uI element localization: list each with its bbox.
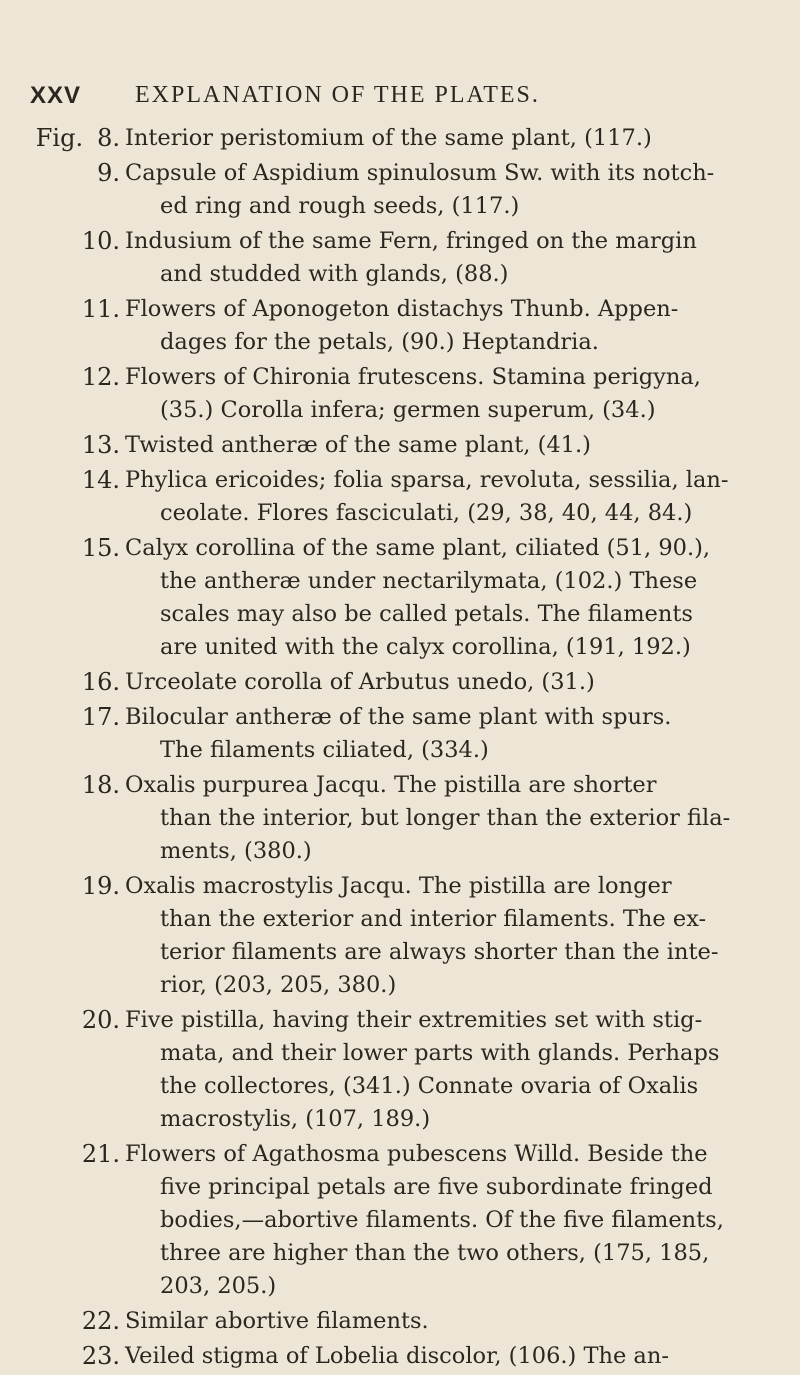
description-line: Capsule of Aspidium spinulosum Sw. with its notch- — [125, 160, 715, 186]
figure-number-value: 23. — [81, 1342, 120, 1370]
figure-description — [125, 666, 783, 699]
figure-number-value: 22. — [81, 1307, 120, 1335]
figure-description — [125, 429, 783, 462]
figure-description — [125, 1305, 783, 1338]
description-line: Bilocular antheræ of the same plant with spurs. — [125, 704, 672, 730]
figure-description — [125, 225, 783, 291]
figure-number-value: 8. — [97, 124, 120, 152]
figure-description — [125, 701, 783, 767]
figure-number — [82, 666, 120, 699]
description-line: Indusium of the same Fern, fringed on the margin — [125, 228, 697, 254]
running-head: EXPLANATION OF THE PLATES. — [135, 82, 540, 108]
figure-entry — [0, 1340, 800, 1373]
description-line: ed ring and rough seeds, (117.) — [160, 193, 520, 219]
figure-entry — [0, 429, 800, 462]
description-line: Oxalis macrostylis Jacqu. The pistilla are longer — [125, 873, 672, 899]
description-line: Phylica ericoides; folia sparsa, revoluta, sessilia, lan- — [125, 467, 729, 493]
figure-number-value: 9. — [97, 159, 120, 187]
figure-number — [82, 464, 120, 497]
figure-entry — [0, 293, 800, 359]
figure-description — [125, 870, 783, 1002]
figure-number — [82, 361, 120, 394]
figure-number — [82, 1305, 120, 1338]
description-line: terior filaments are always shorter than the inte- — [160, 939, 719, 965]
description-line: rior, (203, 205, 380.) — [160, 972, 397, 998]
figure-number — [36, 122, 120, 155]
figure-number — [82, 769, 120, 802]
figure-number-value: 19. — [81, 872, 120, 900]
figure-description — [125, 464, 783, 530]
description-line: mata, and their lower parts with glands. Perhaps — [160, 1040, 720, 1066]
figure-entry — [0, 532, 800, 664]
page-header — [0, 82, 800, 112]
figure-entry — [0, 1138, 800, 1303]
description-line: bodies,—abortive filaments. Of the five filaments, — [160, 1207, 724, 1233]
figure-number-value: 18. — [81, 771, 120, 799]
description-line: Flowers of Chironia frutescens. Stamina perigyna, — [125, 364, 701, 390]
figure-entry — [0, 870, 800, 1002]
description-line: five principal petals are five subordinate fringed — [160, 1174, 713, 1200]
figure-description — [125, 769, 783, 868]
figure-number-value: 13. — [81, 431, 120, 459]
figure-description — [125, 122, 783, 155]
figure-number-value: 16. — [81, 668, 120, 696]
figure-description — [125, 293, 783, 359]
figure-number — [82, 532, 120, 565]
description-line: Urceolate corolla of Arbutus unedo, (31.) — [125, 669, 595, 695]
description-line: the collectores, (341.) Connate ovaria of Oxalis — [160, 1073, 699, 1099]
description-line: Five pistilla, having their extremities set with stig- — [125, 1007, 703, 1033]
figure-entry — [0, 464, 800, 530]
description-line: the antheræ under nectarilymata, (102.) These — [160, 568, 698, 594]
figure-number-value: 20. — [81, 1006, 120, 1034]
description-line: 203, 205.) — [160, 1273, 277, 1299]
figure-number — [82, 1340, 120, 1373]
figure-number — [82, 225, 120, 258]
figure-entry — [0, 122, 800, 155]
description-line: dages for the petals, (90.) Heptandria. — [160, 329, 599, 355]
figure-explanation-list — [0, 122, 800, 1375]
figure-number — [82, 293, 120, 326]
figure-entry — [0, 1305, 800, 1338]
figure-description — [125, 157, 783, 223]
description-line: scales may also be called petals. The filaments — [160, 601, 693, 627]
figure-entry — [0, 361, 800, 427]
figure-description — [125, 1138, 783, 1303]
description-line: Flowers of Agathosma pubescens Willd. Beside the — [125, 1141, 708, 1167]
description-line: Twisted antheræ of the same plant, (41.) — [125, 432, 591, 458]
description-line: Flowers of Aponogeton distachys Thunb. Appen- — [125, 296, 679, 322]
figure-number — [82, 701, 120, 734]
figure-description — [125, 361, 783, 427]
description-line: and studded with glands, (88.) — [160, 261, 509, 287]
figure-number-value: 17. — [81, 703, 120, 731]
description-line: are united with the calyx corollina, (191, 192.) — [160, 634, 691, 660]
description-line: Veiled stigma of Lobelia discolor, (106.) The an- — [125, 1343, 669, 1369]
page-number: XXV — [30, 82, 82, 109]
description-line: Interior peristomium of the same plant, (117.) — [125, 125, 652, 151]
description-line: ceolate. Flores fasciculati, (29, 38, 40, 44, 84.) — [160, 500, 693, 526]
figure-entry — [0, 701, 800, 767]
description-line: (35.) Corolla infera; germen superum, (34.) — [160, 397, 656, 423]
figure-number-value: 10. — [81, 227, 120, 255]
figure-number-value: 11. — [81, 295, 120, 323]
description-line: Calyx corollina of the same plant, ciliated (51, 90.), — [125, 535, 711, 561]
description-line: than the exterior and interior filaments. The ex- — [160, 906, 707, 932]
description-line: Oxalis purpurea Jacqu. The pistilla are shorter — [125, 772, 657, 798]
figure-number-value: 21. — [81, 1140, 120, 1168]
description-line: The filaments ciliated, (334.) — [160, 737, 489, 763]
figure-entry — [0, 225, 800, 291]
figure-description — [125, 1340, 783, 1373]
figure-entry — [0, 666, 800, 699]
figure-number — [97, 157, 120, 190]
figure-entry — [0, 1004, 800, 1136]
description-line: than the interior, but longer than the exterior fila- — [160, 805, 731, 831]
figure-number-value: 15. — [81, 534, 120, 562]
figure-number-value: 12. — [81, 363, 120, 391]
figure-number — [82, 870, 120, 903]
figure-number — [82, 429, 120, 462]
description-line: Similar abortive filaments. — [125, 1308, 429, 1334]
figure-description — [125, 532, 783, 664]
description-line: macrostylis, (107, 189.) — [160, 1106, 431, 1132]
description-line: three are higher than the two others, (175, 185, — [160, 1240, 710, 1266]
figure-number — [82, 1004, 120, 1037]
figure-entry — [0, 157, 800, 223]
figure-number — [82, 1138, 120, 1171]
figure-number-value: 14. — [81, 466, 120, 494]
figure-entry — [0, 769, 800, 868]
figure-description — [125, 1004, 783, 1136]
description-line: ments, (380.) — [160, 838, 312, 864]
figure-prefix: Fig. — [35, 124, 84, 152]
